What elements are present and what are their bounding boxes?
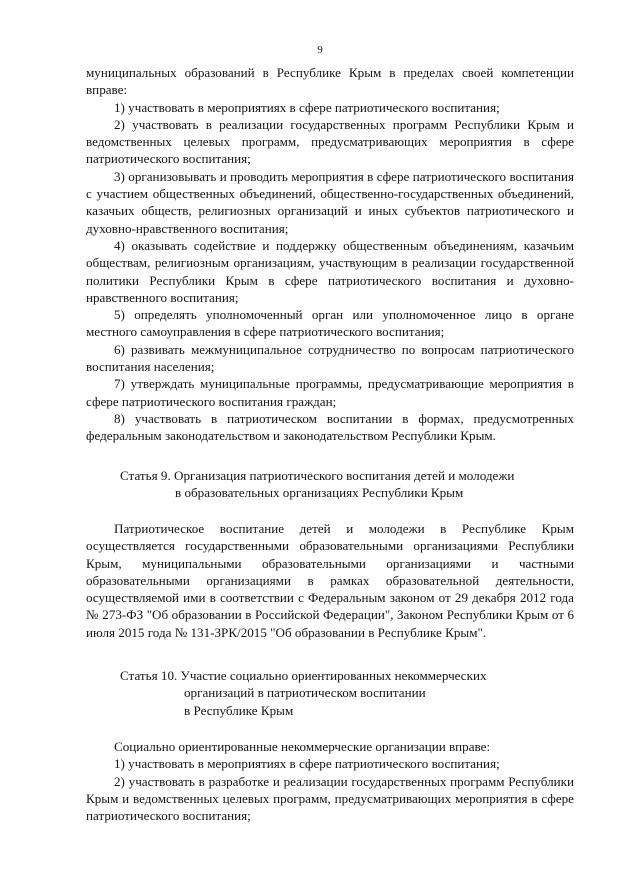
article-10-title-line-2: организаций в патриотическом воспитании <box>184 685 426 701</box>
article-10-heading <box>120 667 487 719</box>
article-9-title-line-2: в образовательных организациях Республики Крым <box>175 485 464 501</box>
list-item: 5) определять уполномоченный орган или уполномоченное лицо в органе местного самоуправления в сфере патриотического воспитания; <box>86 307 574 340</box>
list-item: 6) развивать межмуниципальное сотрудничество по вопросам патриотического воспитания населения; <box>86 341 574 375</box>
section-intro: муниципальных образований в Республике Крым в пределах своей компетенции вправе: <box>86 65 574 98</box>
article-10-intro: Социально ориентированные некоммерческие организации вправе: <box>114 739 491 754</box>
list-item: 4) оказывать содействие и поддержку общественным объединениям, казачьим обществам, религиозным организациям, участвующим в реализации государственной политики Республики Крым в сфере патриотического воспитания и духовно-нравственного воспитания; <box>86 237 574 305</box>
article-9-title-line-1: Статья 9. Организация патриотического воспитания детей и молодежи <box>120 468 515 483</box>
article-10-title-line-1: Статья 10. Участие социально ориентированных некоммерческих <box>120 668 487 683</box>
top-section <box>86 64 574 445</box>
list-item: 2) участвовать в реализации государственных программ Республики Крым и ведомственных целевых программ, предусматривающих мероприятия в сфере патриотического воспитания; <box>86 116 574 167</box>
list-item: 8) участвовать в патриотическом воспитании в формах, предусмотренных федеральным законодательством и законодательством Республики Крым. <box>86 410 574 444</box>
article-10-title-line-3: в Республике Крым <box>184 702 294 718</box>
page-number: 9 <box>317 44 323 56</box>
article-9-body-block <box>86 520 574 641</box>
list-item: 2) участвовать в разработке и реализации государственных программ Республики Крым и ведомственных целевых программ, предусматривающих мероприятия в сфере патриотического воспитания; <box>86 773 574 824</box>
article-10-body-block <box>86 738 574 824</box>
article-9-body: Патриотическое воспитание детей и молодежи в Республике Крым осуществляется государственными образовательными организациями Республики Крым, муниципальными образовательными организациями и частными образовательными организациями в рамках образовательной деятельности, осуществляемой ими в соответствии с Федеральным законом от 29 декабря 2012 года № 273-ФЗ "Об образовании в Российской Федерации", Законом Республики Крым от 6 июля 2015 года № 131-ЗРК/2015 "Об образовании в Республике Крым". <box>86 521 574 640</box>
list-item: 1) участвовать в мероприятиях в сфере патриотического воспитания; <box>114 756 500 772</box>
article-9-heading <box>120 467 514 502</box>
list-item: 7) утверждать муниципальные программы, предусматривающие мероприятия в сфере патриотического воспитания граждан; <box>86 376 574 409</box>
list-item: 1) участвовать в мероприятиях в сфере патриотического воспитания; <box>114 99 500 115</box>
list-item: 3) организовывать и проводить мероприятия в сфере патриотического воспитания с участием общественных объединений, общественно-государственных объединений, казачьих обществ, религиозных организаций и иных субъектов патриотического и духовно-нравственного воспитания; <box>86 168 574 236</box>
